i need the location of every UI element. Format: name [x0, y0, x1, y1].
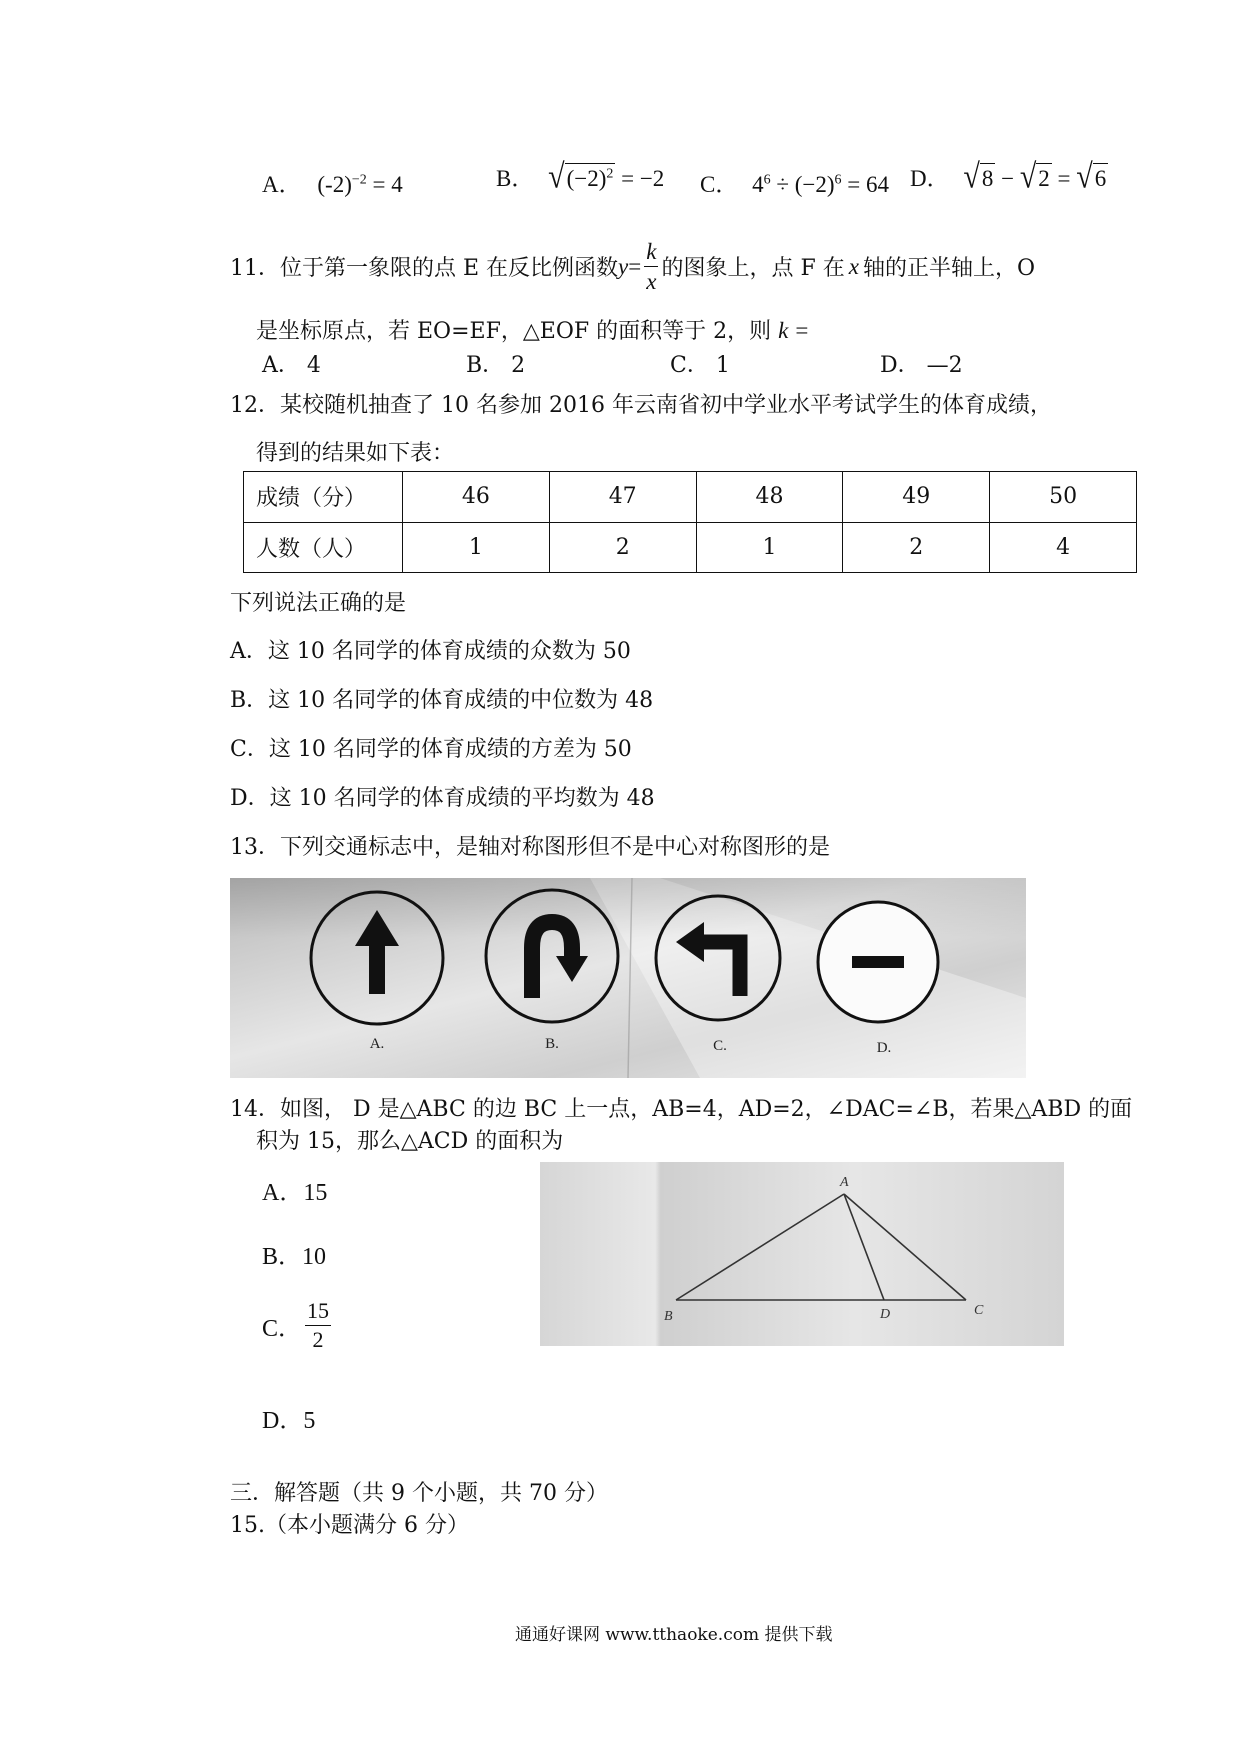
- table-cell: 4: [990, 522, 1137, 573]
- operator: =: [628, 253, 642, 279]
- fraction-k-over-x: [644, 240, 658, 293]
- score-table: [243, 471, 1137, 573]
- q11-option-a: A． 4: [262, 353, 321, 378]
- triangle-abc-figure: [540, 1162, 1064, 1346]
- radicand: 6: [1093, 163, 1109, 192]
- q12-line1: 12．某校随机抽查了 10 名参加 2016 年云南省初中学业水平考试学生的体育成绩，: [230, 393, 1052, 418]
- option-exponent: −2: [351, 172, 367, 188]
- sqrt-expression: [1076, 157, 1108, 196]
- table-row: [244, 522, 1137, 573]
- q12-option-c: C．这 10 名同学的体育成绩的方差为 50: [230, 737, 632, 762]
- fraction-numerator: 15: [305, 1300, 331, 1326]
- radical-sign-icon: √: [963, 157, 980, 196]
- sign-d-no-entry-bar-icon: [818, 902, 938, 1022]
- option-expr-rest: = 64: [841, 172, 889, 197]
- radical-sign-icon: √: [1076, 157, 1093, 196]
- table-cell: 48: [696, 472, 843, 523]
- table-header-cell: 成绩（分）: [244, 472, 403, 523]
- q11-line1: [230, 240, 1035, 293]
- q14-option-c: [262, 1300, 334, 1351]
- q10-option-c: [700, 166, 889, 199]
- radical-sign-icon: √: [548, 157, 565, 196]
- math-variable: x: [848, 253, 859, 279]
- fraction-numerator: k: [644, 240, 658, 267]
- math-variable: y: [618, 253, 629, 279]
- vertex-label-a: A: [840, 1175, 849, 1190]
- fraction-denominator: x: [646, 269, 657, 294]
- sign-label-d: D.: [876, 1040, 892, 1056]
- table-cell: 2: [843, 522, 990, 573]
- radical-sign-icon: √: [1019, 157, 1037, 196]
- option-exponent: 6: [763, 172, 771, 188]
- q11-line2: [256, 314, 808, 345]
- sign-label-b: B.: [545, 1036, 559, 1052]
- operator: =: [1051, 166, 1077, 191]
- option-label: C．: [700, 172, 739, 197]
- traffic-signs-photo: [230, 878, 1026, 1078]
- operator: −: [995, 166, 1020, 191]
- table-cell: 46: [403, 472, 550, 523]
- fraction-15-over-2: [305, 1300, 331, 1351]
- sign-label-c: C.: [713, 1038, 727, 1054]
- table-cell: 50: [990, 472, 1137, 523]
- traffic-signs-figure: [230, 878, 1026, 1078]
- sqrt-expression: [1019, 157, 1052, 196]
- operator: =: [795, 318, 809, 343]
- option-expr: (-2): [317, 172, 352, 197]
- q14-option-d: D．5: [262, 1408, 316, 1434]
- option-exponent: 2: [606, 166, 614, 182]
- q14-option-a: A．15: [262, 1180, 328, 1206]
- question-text: 的图象上，点 F 在: [661, 256, 845, 281]
- section-3-title: 三．解答题（共 9 个小题，共 70 分）: [230, 1481, 608, 1506]
- page-footer: 通通好课网 www.tthaoke.com 提供下载: [515, 1625, 833, 1645]
- q10-option-b: [496, 157, 665, 196]
- option-label: D．: [910, 166, 950, 191]
- radicand: (−2): [566, 166, 607, 191]
- radicand: 8: [980, 163, 996, 192]
- triangle-figure-photo: [540, 1162, 1064, 1346]
- q15-heading: 15.（本小题满分 6 分）: [230, 1513, 469, 1538]
- fraction-denominator: 2: [312, 1327, 324, 1352]
- q12-prompt: 下列说法正确的是: [230, 591, 407, 616]
- question-text: 是坐标原点，若 EO=EF，△EOF 的面积等于 2，则: [256, 319, 772, 344]
- q12-option-b: B．这 10 名同学的体育成绩的中位数为 48: [230, 688, 654, 713]
- option-exponent: 6: [834, 172, 842, 188]
- q13-line: 13．下列交通标志中，是轴对称图形但不是中心对称图形的是: [230, 835, 830, 860]
- q12-option-d: D．这 10 名同学的体育成绩的平均数为 48: [230, 786, 655, 811]
- q12-line2: 得到的结果如下表：: [256, 441, 455, 466]
- option-label: A．: [262, 172, 302, 197]
- vertex-label-b: B: [664, 1309, 673, 1324]
- q14-line2: 积为 15，那么△ACD 的面积为: [256, 1129, 564, 1154]
- q14-option-b: B．10: [262, 1244, 327, 1270]
- question-text: 轴的正半轴上，O: [862, 256, 1035, 281]
- table-cell: 1: [696, 522, 843, 573]
- sqrt-expression: [963, 157, 995, 196]
- q11-option-c: C． 1: [670, 353, 730, 378]
- q14-line1: 14．如图， D 是△ABC 的边 BC 上一点，AB=4，AD=2，∠DAC=∠B，若果△ABD 的面: [230, 1097, 1133, 1122]
- table-cell: 2: [549, 522, 696, 573]
- question-text: 11．位于第一象限的点 E 在反比例函数: [230, 256, 619, 281]
- option-label: C．: [262, 1316, 303, 1342]
- option-expr: 4: [752, 172, 764, 197]
- radicand: 2: [1036, 163, 1052, 192]
- option-expr-rest: = −2: [615, 166, 665, 191]
- option-expr-mid: ÷ (−2): [770, 172, 835, 197]
- option-expr-rest: = 4: [366, 172, 403, 197]
- q11-option-d: D． —2: [880, 353, 963, 378]
- option-label: B．: [496, 166, 535, 191]
- q10-option-d: [910, 157, 1108, 196]
- point-label-d: D: [880, 1307, 891, 1322]
- math-variable: k: [778, 318, 789, 343]
- q12-option-a: A．这 10 名同学的体育成绩的众数为 50: [230, 639, 631, 664]
- table-cell: 1: [403, 522, 550, 573]
- table-cell: 47: [549, 472, 696, 523]
- q11-option-b: B． 2: [466, 353, 526, 378]
- sign-label-a: A.: [369, 1036, 385, 1052]
- vertex-label-c: C: [974, 1303, 984, 1318]
- table-cell: 49: [843, 472, 990, 523]
- table-header-cell: 人数（人）: [244, 522, 403, 573]
- table-row: [244, 472, 1137, 523]
- sqrt-expression: [548, 157, 615, 196]
- q10-option-a: [262, 166, 403, 199]
